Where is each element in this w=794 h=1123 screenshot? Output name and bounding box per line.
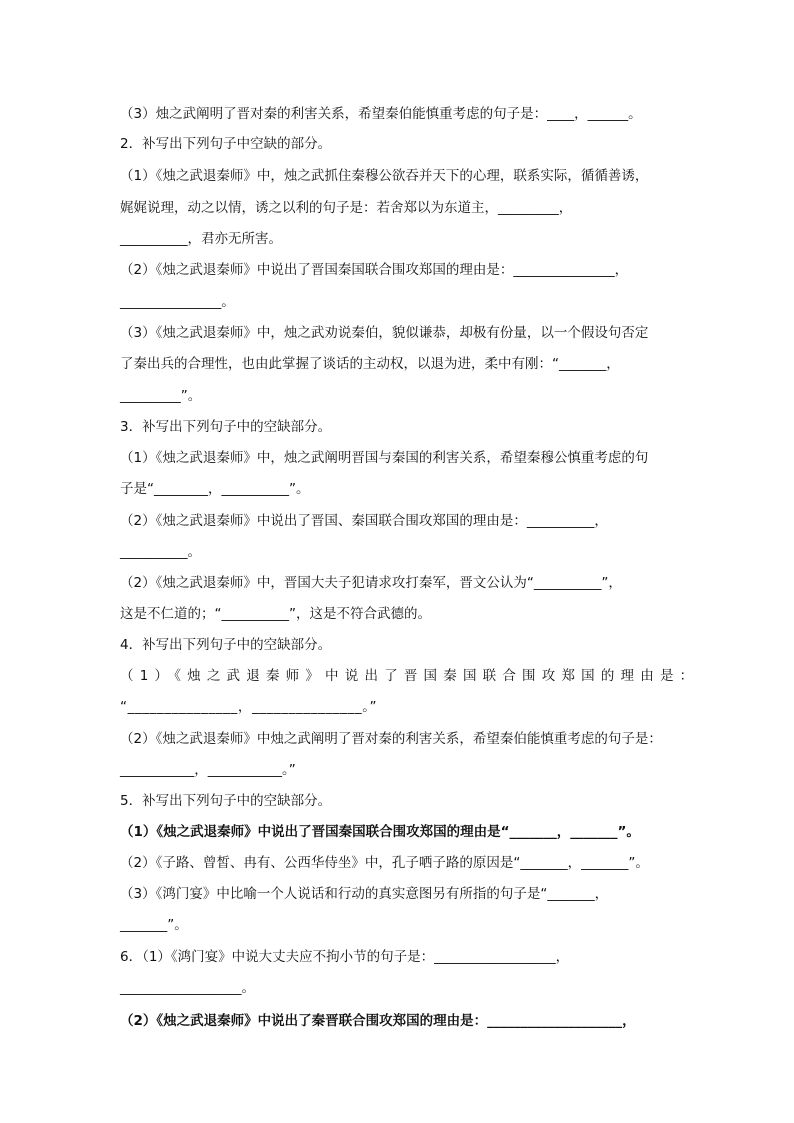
q5-1-text: （1）《烛之武退秦师》中说出了晋国秦国联合围攻郑国的理由是“_______，_______”。 [120, 824, 640, 840]
section-2-heading: 2．补写出下列句子中空缺的部分。 [120, 136, 332, 152]
q1-3-text: （3）烛之武阐明了晋对秦的利害关系，希望秦伯能慎重考虑的句子是：____，______。 [120, 106, 642, 122]
q4-1-text-line1: （1）《烛之武退秦师》中说出了晋国秦国联合围攻郑国的理由是： [120, 668, 700, 684]
q3-2b-text-line1: （2）《烛之武退秦师》中，晋国大夫子犯请求攻打秦军，晋文公认为“__________”， [120, 575, 622, 591]
section-5-heading: 5．补写出下列句子中的空缺部分。 [120, 793, 332, 809]
q3-2-text-line1: （2）《烛之武退秦师》中说出了晋国、秦国联合围攻郑国的理由是：__________， [120, 513, 608, 529]
q2-2-text-line1: （2）《烛之武退秦师》中说出了晋国秦国联合围攻郑国的理由是：_______________， [120, 262, 629, 278]
q5-2-text: （2）《子路、曾皙、冉有、公西华侍坐》中，孔子哂子路的原因是“_______，_______”。 [120, 855, 649, 871]
section-3-heading: 3．补写出下列句子中的空缺部分。 [120, 419, 332, 435]
q5-3-text-line2: _______”。 [120, 917, 188, 933]
q6-1-text-line1: 6．（1）《鸿门宴》中说大丈夫应不拘小节的句子是：__________________， [120, 949, 570, 965]
q3-2-text-line2: __________。 [120, 544, 201, 560]
q4-2-text-line2: ___________，___________。” [120, 762, 296, 778]
section-4-heading: 4．补写出下列句子中的空缺部分。 [120, 637, 332, 653]
q2-3-text-line2: 了秦出兵的合理性，也由此掌握了谈话的主动权，以退为进，柔中有刚：“_______， [120, 356, 620, 372]
q3-2b-text-line2: 这是不仁道的；“__________”，这是不符合武德的。 [120, 606, 431, 622]
q5-3-text-line1: （3）《鸿门宴》中比喻一个人说话和行动的真实意图另有所指的句子是“_______， [120, 886, 609, 902]
q4-1-text-line2: “_______________，_______________。” [120, 699, 378, 715]
q6-2-text: （2）《烛之武退秦师》中说出了秦晋联合围攻郑国的理由是：____________________， [120, 1013, 636, 1029]
q6-1-text-line2: __________________。 [120, 980, 255, 996]
q2-1-text-line3: __________，君亦无所害。 [120, 231, 282, 247]
q4-2-text-line1: （2）《烛之武退秦师》中烛之武阐明了晋对秦的利害关系，希望秦伯能慎重考虑的句子是： [120, 731, 662, 747]
q2-2-text-line2: _______________。 [120, 294, 235, 310]
q2-1-text-line1: （1）《烛之武退秦师》中，烛之武抓住秦穆公欲吞并天下的心理，联系实际，循循善诱， [120, 168, 649, 184]
q2-3-text-line1: （3）《烛之武退秦师》中，烛之武劝说秦伯，貌似谦恭，却极有份量，以一个假设句否定 [120, 325, 649, 341]
q2-1-text-line2: 娓娓说理，动之以情，诱之以利的句子是：若舍郑以为东道主，_________， [120, 200, 573, 216]
q3-1-text-line1: （1）《烛之武退秦师》中，烛之武阐明晋国与秦国的利害关系，希望秦穆公慎重考虑的句 [120, 450, 649, 466]
q3-1-text-line2: 子是“________，__________”。 [120, 481, 310, 497]
q2-3-text-line3: _________”。 [120, 388, 202, 404]
